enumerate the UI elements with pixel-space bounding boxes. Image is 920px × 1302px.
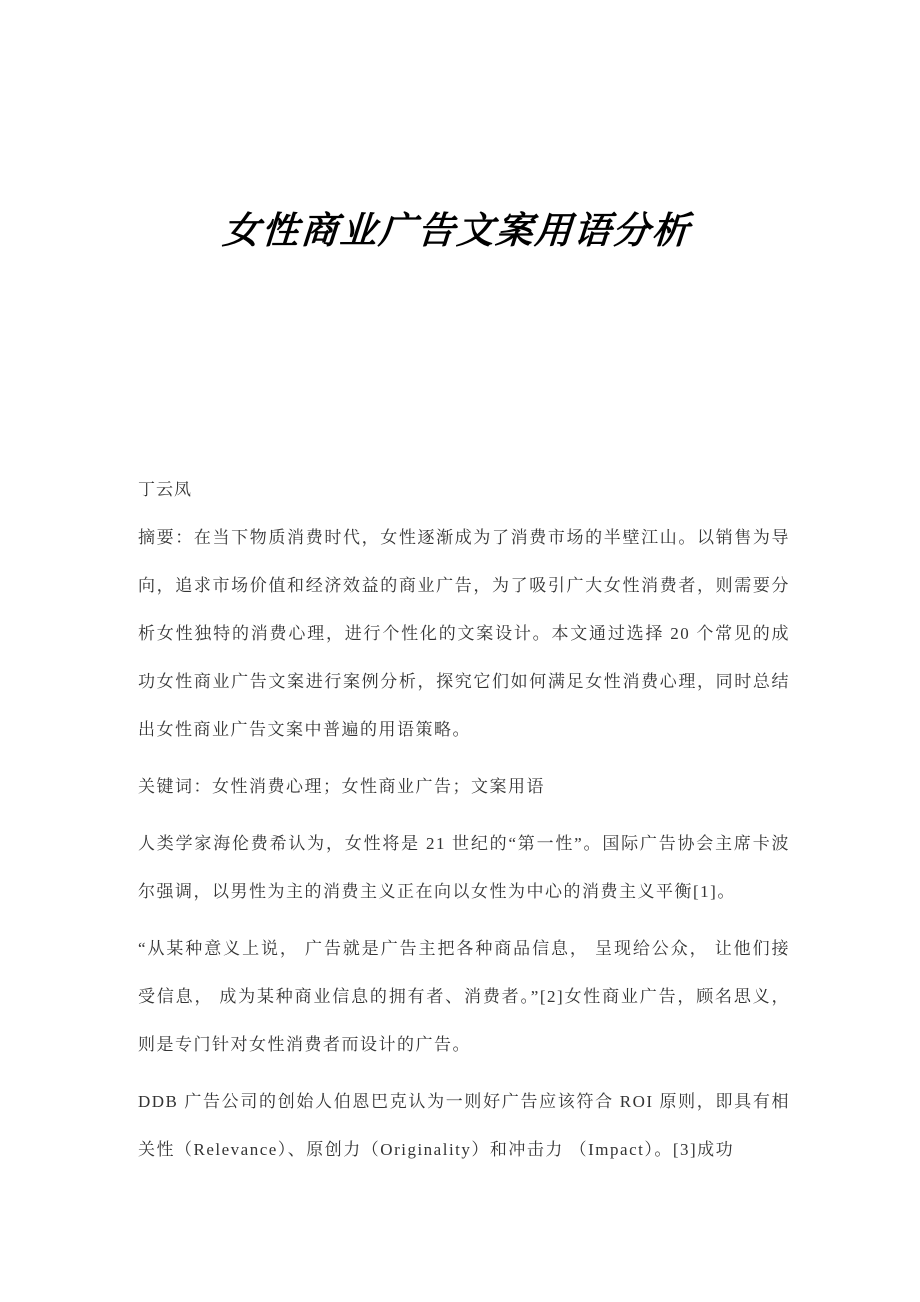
paragraph-intro: 人类学家海伦费希认为，女性将是 21 世纪的“第一性”。国际广告协会主席卡波尔强调，以男性为主的消费主义正在向以女性为中心的消费主义平衡[1]。	[138, 834, 790, 901]
page-title: 女性商业广告文案用语分析	[221, 211, 693, 252]
paragraph-abstract: 摘要：在当下物质消费时代，女性逐渐成为了消费市场的半壁江山。以销售为导向，追求市场价值和经济效益的商业广告，为了吸引广大女性消费者，则需要分析女性独特的消费心理，进行个性化的文案设计。本文通过选择 20 个常见的成功女性商业广告文案进行案例分析，探究它们如何满足女性消费心理，同时总结出女性商业广告文案中普遍的用语策略。	[138, 528, 790, 739]
paragraph-roi: DDB 广告公司的创始人伯恩巴克认为一则好广告应该符合 ROI 原则，即具有相关性（Relevance）、原创力（Originality）和冲击力 （Impact）。[3]成功	[138, 1092, 790, 1159]
author-name: 丁云凤	[138, 480, 192, 499]
paragraph-keywords: 关键词：女性消费心理；女性商业广告；文案用语	[138, 777, 545, 796]
paragraph-definition: “从某种意义上说， 广告就是广告主把各种商品信息， 呈现给公众， 让他们接受信息， 成为某种商业信息的拥有者、消费者。”[2]女性商业广告，顾名思义，则是专门针对女性消费者而设计的广告。	[138, 939, 790, 1054]
